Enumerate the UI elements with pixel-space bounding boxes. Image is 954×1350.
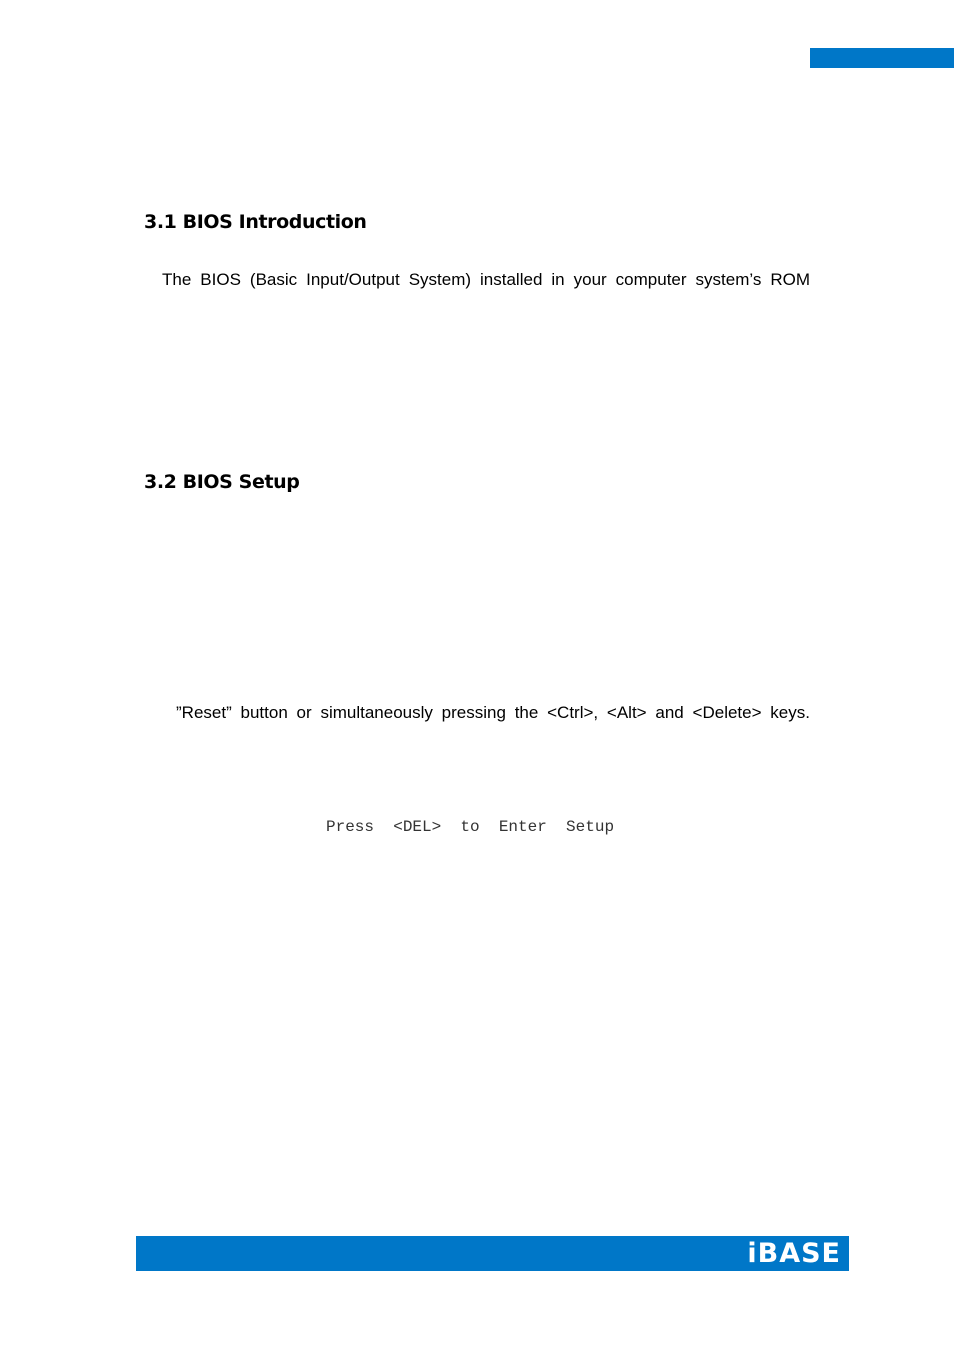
section-heading-bios-introduction: 3.1 BIOS Introduction — [144, 211, 367, 233]
header-tab-bar — [810, 48, 954, 68]
bios-setup-paragraph: ”Reset” button or simultaneously pressing the <Ctrl>, <Alt> and <Delete> keys. — [176, 703, 810, 722]
section-heading-bios-setup: 3.2 BIOS Setup — [144, 471, 300, 493]
footer-bar — [136, 1236, 849, 1271]
setup-prompt-text: Press <DEL> to Enter Setup — [326, 818, 615, 836]
bios-introduction-paragraph: The BIOS (Basic Input/Output System) installed in your computer system’s ROM — [162, 270, 810, 289]
ibase-logo: iBASE — [747, 1238, 841, 1269]
